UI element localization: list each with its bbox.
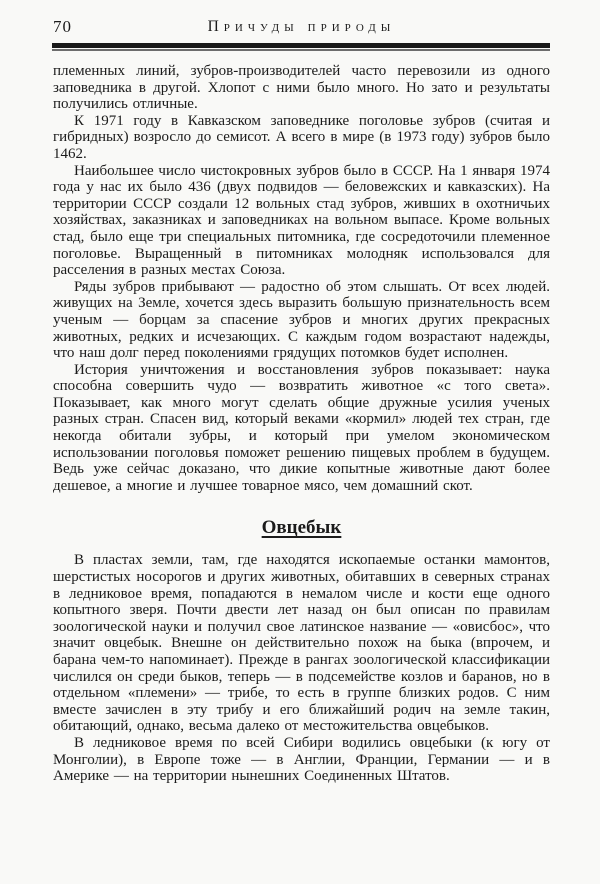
header-rule xyxy=(52,43,550,52)
text-column xyxy=(53,63,550,785)
paragraph: Наибольшее число чистокровных зубров было в СССР. На 1 января 1974 года у нас их было 436 (двух подвидов — беловежских и кавказских). На территории СССР создали 12 вольных стад зубров, живших в охотничьих хозяйствах, заказниках и заповедниках на вольном выпасе. Кроме вольных стад, было еще три специальных питомника, где сосредоточили племенное поголовье. Выращенный в питомниках молодняк использовался для расселения в разных местах Союза. xyxy=(53,162,550,279)
section-heading xyxy=(53,517,550,539)
paragraph: Ряды зубров прибывают — радостно об этом слышать. От всех людей. живущих на Земле, хочется здесь выразить большую признательность всем ученым — борцам за спасение зубров и многих других прекрасных животных, редких и исчезающих. С каждым годом возрастают надежды, что наш долг перед поколениями грядущих потомков будет исполнен. xyxy=(53,278,550,362)
page-number: 70 xyxy=(53,17,72,36)
paragraph: В пластах земли, там, где находятся ископаемые останки мамонтов, шерстистых носорогов и других животных, обитавших в северных странах в ледниковое время, попадаются в немалом числе и кости еще одного копытного зверя. Почти двести лет назад он был описан по правилам зоологической науки и получил свое латинское название — «овисбос», что значит овцебык. Внешне он действительно похож на быка (впрочем, и барана чем-то напоминает). Прежде в рангах зоологической классификации числился он среди быков, теперь — в подсемействе козлов и баранов, но в отдельном «племени» — трибе, то есть в группе близких родов. С ним вместе зачислен в эту трибу и его ближайший родич на земле такин, обитающий, однако, весьма далеко от местожительства овцебыков. xyxy=(53,552,550,735)
section-heading-text: Овцебык xyxy=(261,517,342,539)
paragraph: племенных линий, зубров-производителей часто перевозили из одного заповедника в другой. Хлопот с ними было много. Но зато и результаты получились отличные. xyxy=(53,63,550,113)
paragraph: К 1971 году в Кавказском заповеднике поголовье зубров (считая и гибридных) возросло до семисот. А всего в мире (в 1973 году) зубров было 1462. xyxy=(53,112,550,162)
running-title: Причуды природы xyxy=(207,18,396,35)
header-rule-thick xyxy=(52,43,550,48)
paragraph: В ледниковое время по всей Сибири водились овцебыки (к югу от Монголии), в Европе тоже — в Англии, Франции, Германии — и в Америке — на территории нынешних Соединенных Штатов. xyxy=(53,734,550,785)
header-rule-thin xyxy=(52,49,550,51)
paragraph: История уничтожения и восстановления зубров показывает: наука способна совершить чудо — возвратить животное «с того света». Показывает, как много могут сделать общие дружные усилия ученых разных стран. Спасен вид, который веками «кормил» людей тех стран, где некогда обитали зубры, и который при умелом экономическом использовании поголовья поможет решению пищевых проблем в будущем. Ведь уже сейчас доказано, что дикие копытные животные дают более дешевое, а многие и лучшее товарное мясо, чем домашний скот. xyxy=(53,361,550,494)
running-head xyxy=(53,16,550,38)
